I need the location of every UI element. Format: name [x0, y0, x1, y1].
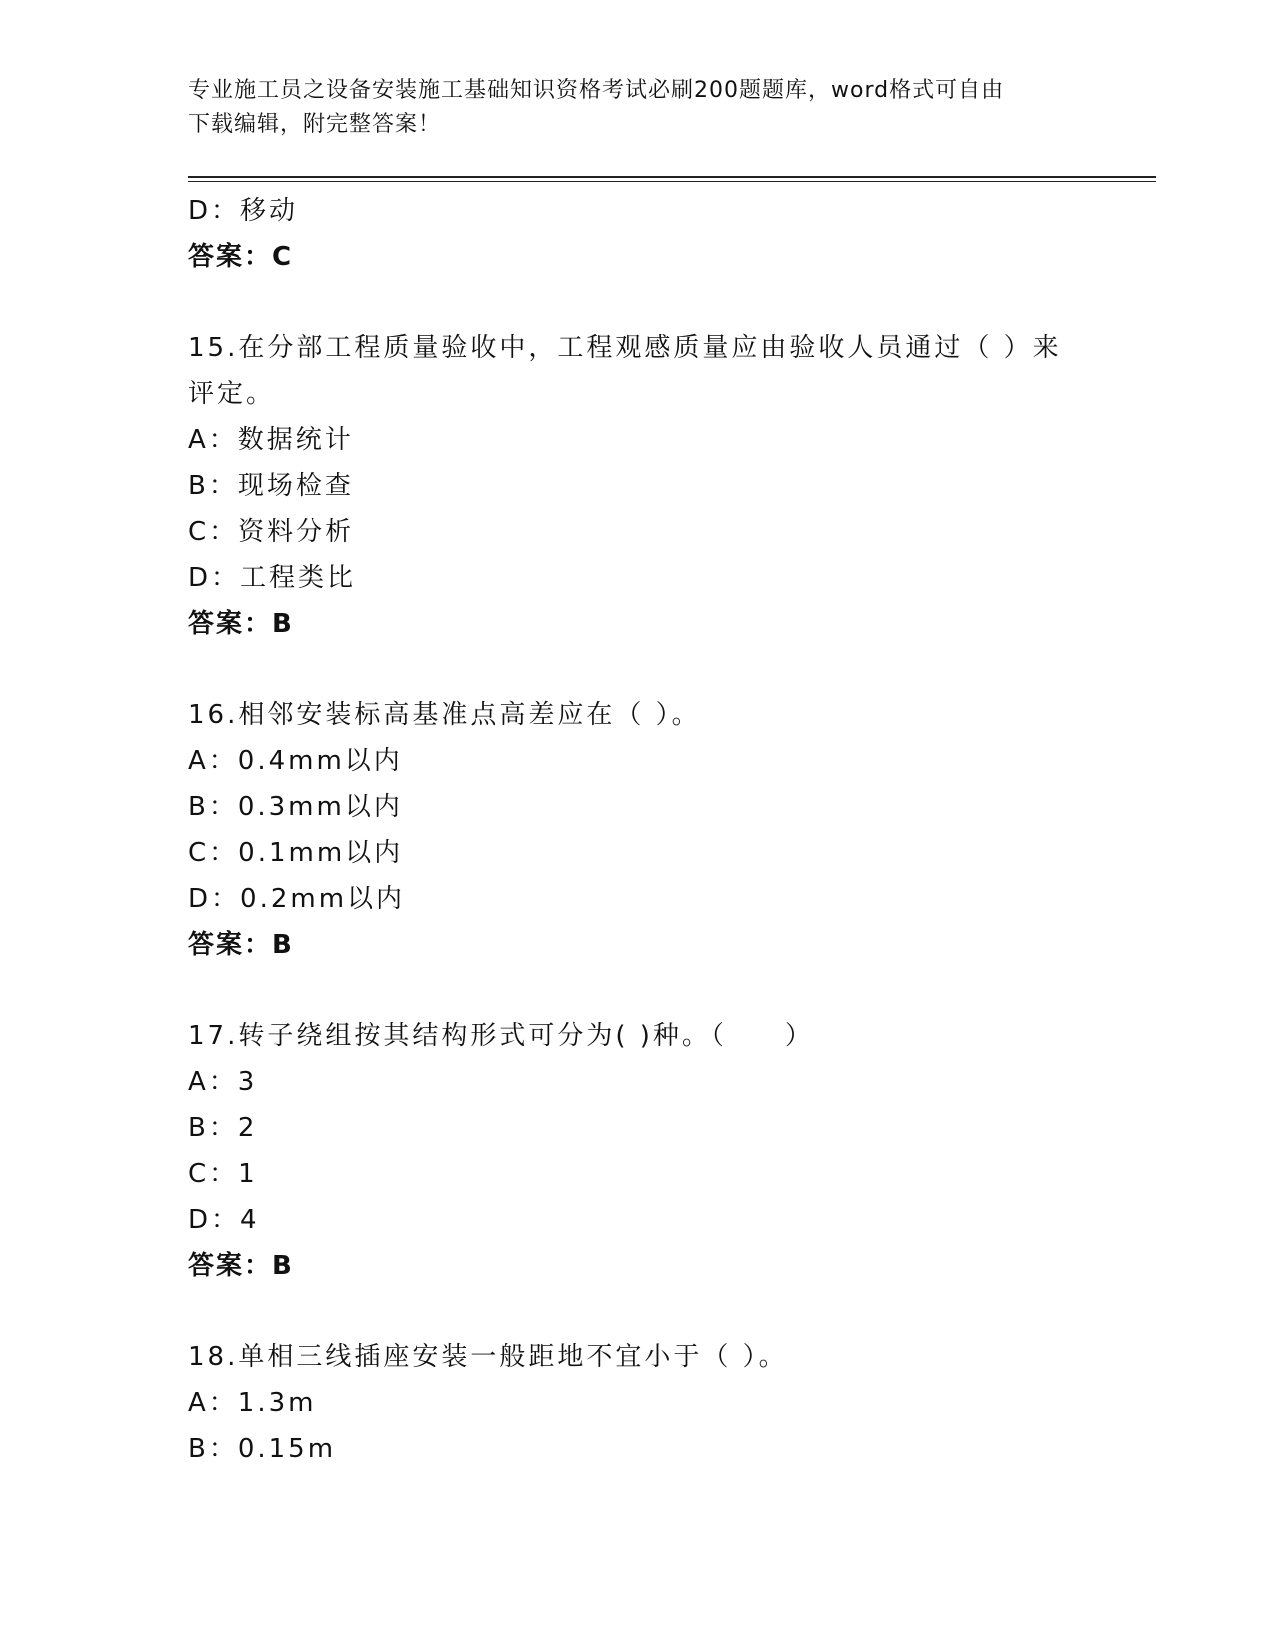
question-list [188, 188, 1088, 1472]
question-18 [188, 1334, 1088, 1472]
answer: 答案：B [188, 930, 294, 960]
spacer [188, 968, 1088, 1013]
option-c: C：资料分析 [188, 517, 355, 547]
question-stem: 16.相邻安装标高基准点高差应在（ ）。 [188, 700, 701, 730]
option-a: A：0.4mm以内 [188, 746, 403, 776]
answer: 答案：B [188, 1251, 294, 1281]
question-stem-cont: 评定。 [188, 379, 276, 409]
option-b: B：2 [188, 1113, 258, 1143]
question-15 [188, 325, 1088, 647]
question-17 [188, 1013, 1088, 1289]
answer: 答案：B [188, 609, 294, 639]
question-16 [188, 692, 1088, 968]
option-a: A：数据统计 [188, 425, 354, 455]
option-c: C：0.1mm以内 [188, 838, 404, 868]
header-divider-thin [188, 181, 1156, 182]
spacer [188, 280, 1088, 325]
option-b: B：0.3mm以内 [188, 792, 403, 822]
header-line-1: 专业施工员之设备安装施工基础知识资格考试必刷200题题库，word格式可自由 [188, 78, 1005, 103]
question-stem: 18.单相三线插座安装一般距地不宜小于（ ）。 [188, 1342, 788, 1372]
document-header [188, 74, 1068, 142]
option-d: D：4 [188, 1205, 260, 1235]
spacer [188, 647, 1088, 692]
option-a: A：3 [188, 1067, 258, 1097]
option-d: D：工程类比 [188, 563, 357, 593]
option-b: B：现场检查 [188, 471, 354, 501]
option-c: C：1 [188, 1159, 258, 1189]
option-b: B：0.15m [188, 1434, 337, 1464]
spacer [188, 1289, 1088, 1334]
prev-option-d: D：移动 [188, 196, 299, 226]
option-a: A：1.3m [188, 1388, 317, 1418]
option-d: D：0.2mm以内 [188, 884, 406, 914]
prev-answer: 答案：C [188, 242, 294, 272]
question-stem: 15.在分部工程质量验收中，工程观感质量应由验收人员通过（ ）来 [188, 333, 1062, 363]
question-stem: 17.转子绕组按其结构形式可分为( )种。（ ） [188, 1021, 814, 1051]
header-divider-thick [188, 176, 1156, 178]
header-line-2: 下载编辑，附完整答案！ [188, 112, 442, 137]
